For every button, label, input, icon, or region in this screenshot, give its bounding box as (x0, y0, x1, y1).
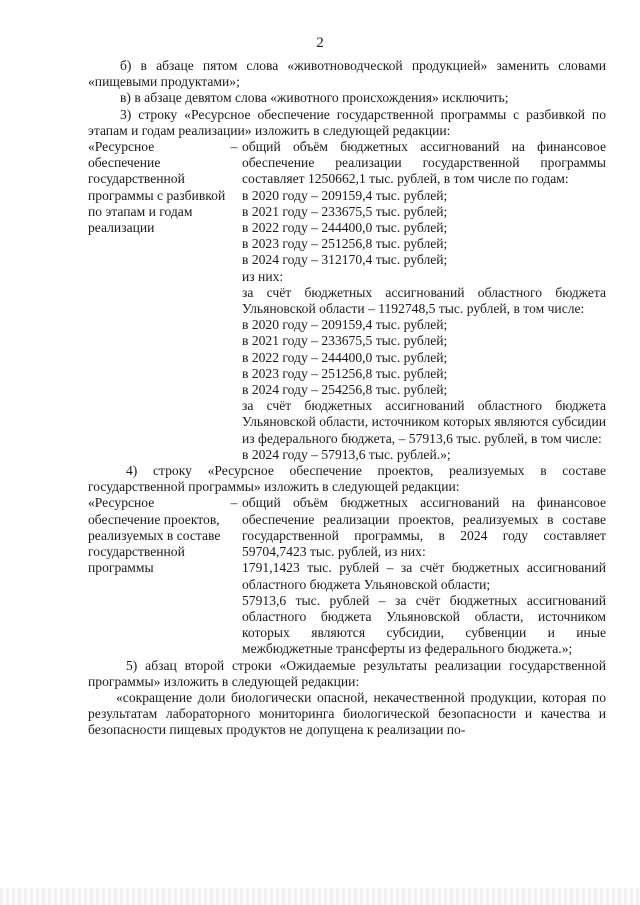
scan-edge (0, 888, 640, 905)
resource-table-2-value (242, 495, 606, 657)
resource-table-1-value (242, 139, 606, 463)
t1-year-total: в 2021 году – 233675,5 тыс. рублей; (242, 203, 448, 219)
resource-table-2-dash: – (230, 495, 238, 511)
paragraph-5: 5) абзац второй строки «Ожидаемые результаты реализации государственной программы» изложить в следующей редакции: (88, 657, 606, 689)
t1-year-total: в 2020 году – 209159,4 тыс. рублей; (242, 187, 448, 203)
t1-year-regional: в 2022 году – 244400,0 тыс. рублей; (242, 349, 448, 365)
t1-year-total: в 2023 году – 251256,8 тыс. рублей; (242, 236, 448, 252)
resource-table-1-label: «Ресурсное обеспечение государственной программы с разбивкой по этапам и годам реализации (88, 139, 226, 236)
page-number: 2 (316, 35, 324, 51)
t2-intro: общий объём бюджетных ассигнований на финансовое обеспечение реализации проектов, реализуемых в составе государственной программы, в 2024 году составляет 59704,7423 тыс. рублей, из них: (242, 495, 606, 560)
t1-year-total: в 2024 году – 312170,4 тыс. рублей; (242, 252, 448, 268)
t1-year-total: в 2022 году – 244400,0 тыс. рублей; (242, 220, 448, 236)
resource-table-1 (88, 139, 606, 463)
document-body (88, 58, 606, 739)
t2-item-regional: 1791,1423 тыс. рублей – за счёт бюджетных ассигнований областного бюджета Ульяновской области; (242, 560, 606, 592)
t1-of-them: из них: (242, 268, 284, 284)
t1-federal-year: в 2024 году – 57913,6 тыс. рублей.»; (242, 446, 451, 462)
paragraph-v: в) в абзаце девятом слова «животного происхождения» исключить; (120, 90, 509, 106)
resource-table-1-dash: – (230, 139, 238, 155)
paragraph-quote: «сокращение доли биологически опасной, некачественной продукции, которая по результатам лабораторного мониторинга биологической безопасности и качества и безопасности пищевых продуктов не допущена к реализации по- (88, 689, 606, 738)
paragraph-3: 3) строку «Ресурсное обеспечение государственной программы с разбивкой по этапам и годам реализации» изложить в следующей редакции: (88, 106, 606, 138)
paragraph-b: б) в абзаце пятом слова «животноводческой продукцией» заменить словами «пищевыми продуктами»; (88, 58, 606, 90)
t1-year-regional: в 2023 году – 251256,8 тыс. рублей; (242, 365, 448, 381)
t1-federal: за счёт бюджетных ассигнований областного бюджета Ульяновской области, источником которых являются субсидии из федерального бюджета, – 57913,6 тыс. рублей, в том числе: (242, 398, 606, 446)
t1-year-regional: в 2020 году – 209159,4 тыс. рублей; (242, 317, 448, 333)
t1-intro: общий объём бюджетных ассигнований на финансовое обеспечение реализации государственной программы составляет 1250662,1 тыс. рублей, в том числе по годам: (242, 139, 606, 187)
resource-table-2-label: «Ресурсное обеспечение проектов, реализуемых в составе государственной программы (88, 495, 221, 576)
t1-year-regional: в 2024 году – 254256,8 тыс. рублей; (242, 382, 448, 398)
paragraph-4: 4) строку «Ресурсное обеспечение проектов, реализуемых в составе государственной программы» изложить в следующей редакции: (88, 463, 606, 495)
t1-year-regional: в 2021 году – 233675,5 тыс. рублей; (242, 333, 448, 349)
resource-table-2 (88, 495, 606, 657)
t1-regional: за счёт бюджетных ассигнований областного бюджета Ульяновской области – 1192748,5 тыс. рублей, в том числе: (242, 284, 606, 317)
t2-item-federal: 57913,6 тыс. рублей – за счёт бюджетных ассигнований областного бюджета Ульяновской области, источником которых являются субсидии, субвенции и иные межбюджетные трансферты из федерального бюджета.»; (242, 592, 606, 657)
